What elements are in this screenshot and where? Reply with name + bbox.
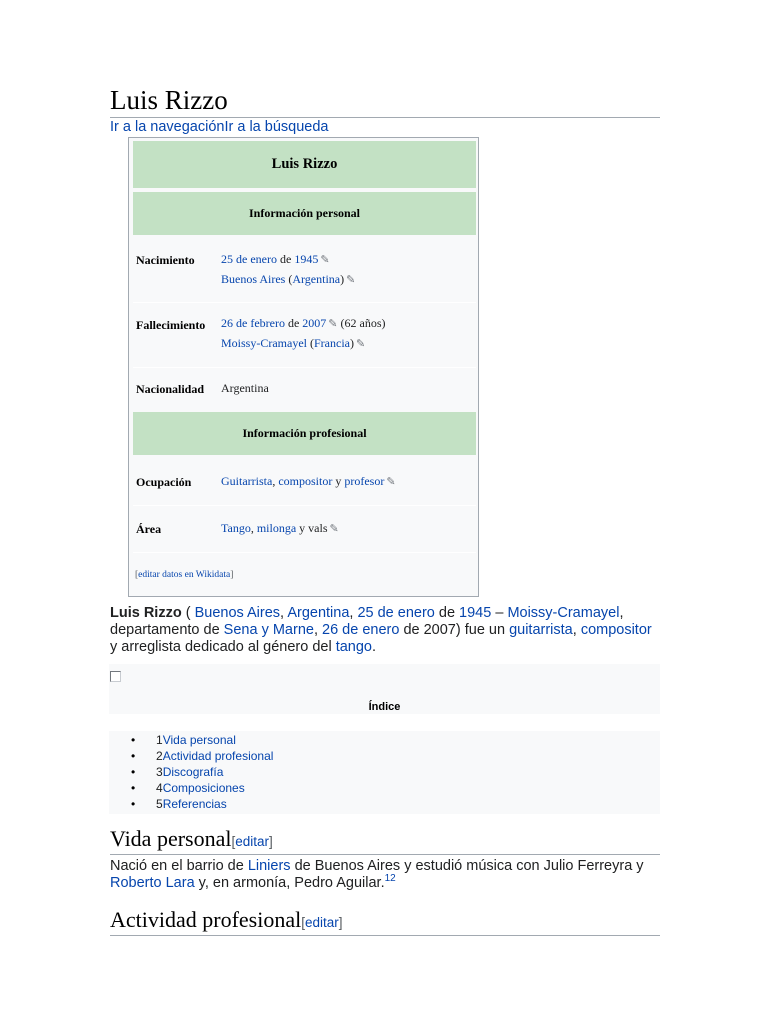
link-roberto-lara[interactable]: Roberto Lara [110, 875, 195, 891]
link-argentina[interactable]: Argentina [287, 605, 350, 621]
row-divider [133, 505, 476, 506]
death-country-link[interactable]: Francia [314, 336, 350, 350]
nationality-label: Nacionalidad [136, 382, 205, 396]
toc-title: Índice [368, 701, 401, 713]
section-edit: [editar] [231, 834, 273, 849]
toc-number: 4 [156, 781, 163, 795]
toc-list [131, 732, 273, 812]
toc-toggle-checkbox[interactable] [110, 671, 121, 682]
toc-item [131, 748, 273, 764]
toc-item [131, 764, 273, 780]
jump-to-search-link[interactable]: Ir a la búsqueda [224, 119, 329, 135]
section-heading-vida-personal: Vida personal[editar] [110, 826, 660, 855]
row-divider [133, 367, 476, 368]
link-moissy-cramayel[interactable]: Moissy-Cramayel [507, 605, 620, 621]
edit-section-link[interactable]: editar [235, 834, 270, 849]
wikidata-edit: [editar datos en Wikidata] [135, 570, 234, 580]
toc-link-referencias[interactable]: Referencias [162, 797, 227, 811]
toc-spacer [109, 714, 660, 731]
table-of-contents [109, 664, 660, 814]
infobox-title: Luis Rizzo [133, 141, 476, 188]
link-sena-y-marne[interactable]: Sena y Marne [223, 622, 314, 638]
link-liniers[interactable]: Liniers [247, 858, 291, 874]
area-label: Área [136, 522, 162, 536]
birth-country-link[interactable]: Argentina [292, 272, 341, 286]
section-edit: [editar] [301, 915, 343, 930]
pencil-icon[interactable]: ✎ [386, 476, 396, 488]
occupation-label: Ocupación [136, 475, 192, 489]
link-death-date[interactable]: 26 de enero [322, 622, 400, 638]
death-value: 26 de febrero de 2007 ✎ (62 años) Moissy-Cramayel (Francia) ✎ [221, 316, 386, 350]
professional-info-header: Información profesional [133, 412, 476, 455]
pencil-icon[interactable]: ✎ [355, 338, 366, 350]
jump-links [110, 119, 328, 135]
link-birth-date[interactable]: 25 de enero [357, 605, 435, 621]
subject-name: Luis Rizzo [110, 605, 182, 621]
occupation-link-2[interactable]: compositor [278, 474, 333, 488]
area-link-1[interactable]: Tango [221, 521, 251, 535]
pencil-icon[interactable]: ✎ [329, 523, 339, 535]
jump-to-navigation-link[interactable]: Ir a la navegación [110, 119, 225, 135]
birth-date-link[interactable]: 25 de enero [221, 252, 277, 266]
death-label: Fallecimiento [136, 318, 206, 332]
link-compositor[interactable]: compositor [580, 622, 652, 638]
page-title: Luis Rizzo [110, 84, 660, 118]
link-tango[interactable]: tango [335, 639, 372, 655]
pencil-icon[interactable]: ✎ [320, 254, 330, 266]
death-city-link[interactable]: Moissy-Cramayel [221, 336, 307, 350]
toc-link-actividad-profesional[interactable]: Actividad profesional [162, 749, 274, 763]
pencil-icon[interactable]: ✎ [346, 274, 356, 286]
death-date-link[interactable]: 26 de febrero [221, 316, 285, 330]
pencil-icon[interactable]: ✎ [328, 318, 338, 330]
paragraph-vida-personal: Nació en el barrio de Liniers de Buenos Aires y estudió música con Julio Ferreyra y Roberto Lara y, en armonía, Pedro Aguilar.$^{12}$ [110, 858, 644, 891]
toc-item [131, 796, 273, 812]
toc-item [131, 780, 273, 796]
area-link-2[interactable]: milonga [256, 521, 297, 535]
link-buenos-aires[interactable]: Buenos Aires [194, 605, 281, 621]
toc-number: 3 [156, 765, 163, 779]
nationality-value: Argentina [221, 381, 269, 395]
toc-item [131, 732, 273, 748]
link-1945[interactable]: 1945 [459, 605, 492, 621]
birth-value: 25 de enero de 1945 ✎ Buenos Aires (Argentina) ✎ [221, 252, 356, 286]
edit-wikidata-link[interactable]: editar datos en Wikidata [138, 570, 231, 580]
toc-link-vida-personal[interactable]: Vida personal [162, 733, 236, 747]
area-value: Tango, milonga y vals ✎ [221, 521, 339, 535]
row-divider [133, 302, 476, 303]
toc-link-discografia[interactable]: Discografía [162, 765, 224, 779]
infobox [128, 137, 479, 597]
personal-info-header: Información personal [133, 192, 476, 235]
link-guitarrista[interactable]: guitarrista [509, 622, 573, 638]
reference-link[interactable]: 12 [384, 873, 396, 885]
birth-year-link[interactable]: 1945 [294, 252, 319, 266]
toc-number: 5 [156, 797, 163, 811]
birth-label: Nacimiento [136, 253, 195, 267]
toc-number: 2 [156, 749, 163, 763]
lead-paragraph: Luis Rizzo ( Buenos Aires, Argentina, 25 de enero de 1945 – Moissy-Cramayel, departamento de Sena y Marne, 26 de enero de 2007) fue un guitarrista, compositor y arreglista dedicado al género del tango. [110, 605, 652, 655]
section-heading-actividad-profesional: Actividad profesional[editar] [110, 907, 660, 936]
edit-section-link[interactable]: editar [305, 915, 339, 930]
occupation-link-3[interactable]: profesor [344, 474, 385, 488]
occupation-value: Guitarrista, compositor y profesor ✎ [221, 474, 396, 488]
occupation-link-1[interactable]: Guitarrista [221, 474, 273, 488]
birth-city-link[interactable]: Buenos Aires [221, 272, 286, 286]
toc-number: 1 [156, 733, 163, 747]
toc-link-composiciones[interactable]: Composiciones [162, 781, 245, 795]
death-year-link[interactable]: 2007 [302, 316, 327, 330]
row-divider [133, 552, 476, 553]
